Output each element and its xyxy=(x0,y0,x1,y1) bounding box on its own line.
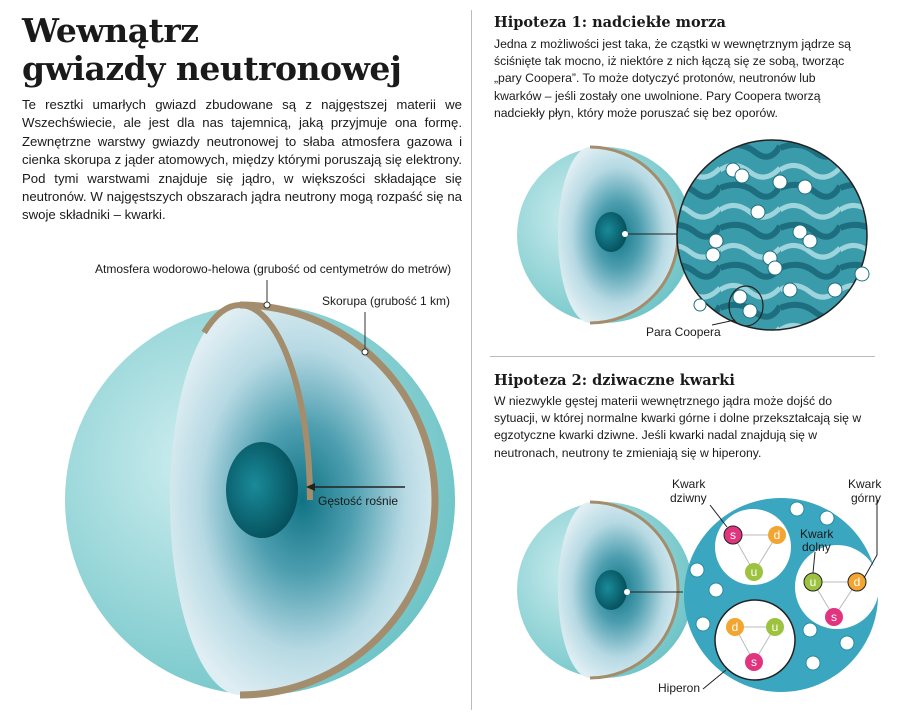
diagram-shape xyxy=(855,267,869,281)
diagram-shape xyxy=(706,248,720,262)
hyp2-heading: Hipoteza 2: dziwaczne kwarki xyxy=(494,372,735,389)
superfluid-bubble xyxy=(677,140,869,330)
label-text: u xyxy=(809,575,817,589)
diagram-shape xyxy=(735,169,749,183)
diagram-shape xyxy=(803,623,817,637)
strange-quark-label-2: dziwny xyxy=(670,491,707,505)
diagram-shape xyxy=(828,283,842,297)
density-label: Gęstość rośnie xyxy=(318,494,399,508)
down-quark-label-1: Kwark xyxy=(800,527,834,541)
atmosphere-label: Atmosfera wodorowo-helowa (grubość od centymetrów do metrów) xyxy=(95,262,452,276)
diagram-shape xyxy=(709,234,723,248)
intro-text: Te resztki umarłych gwiazd zbudowane są z najgęstszej materii we Wszechświecie, ale jest dla nas tajemnicą, jaką przyjmuje ona formę. Zewnętrzne warstwy gwiazdy neutronowej to słaba atmosfera gazowa i cienka skorupa z jąder atomowych, między którymi poruszają się elektrony. Pod tymi warstwami znajduje się jądro, w większości składające się neutronów. W najgęstszych obszarach jądra neutrony mogą rozpaść się na swoje składniki – kwarki. xyxy=(22,97,462,223)
label-text: d xyxy=(773,528,781,542)
diagram-shape xyxy=(783,283,797,297)
diagram-shape xyxy=(703,670,726,689)
diagram-shape xyxy=(595,570,627,610)
diagram-shape xyxy=(622,231,628,237)
hyp1-star xyxy=(517,147,693,323)
up-quark-label-2: górny xyxy=(851,491,882,505)
hyperon-label: Hiperon xyxy=(658,681,701,695)
title-line-2: gwiazdy neutronowej xyxy=(22,49,402,88)
label-text: d xyxy=(853,575,861,589)
hyp1-text: Jedna z możliwości jest taka, że cząstki w wewnętrznym jądrze są ściśnięte tak mocno, iż niektóre z nich łączą się ze sobą, tworząc „pary Coopera”. To może dotyczyć protonów, neutronów lub kwarków – jeśli zostały one uwolnione. Pary Coopera tworzą nadciekły płyn, który może poruszać się bez oporów. xyxy=(494,37,851,120)
label-text: s xyxy=(751,655,757,669)
up-quark-label-1: Kwark xyxy=(848,477,882,491)
diagram-shape xyxy=(694,299,706,311)
diagram-shape xyxy=(773,175,787,189)
diagram-shape xyxy=(709,583,723,597)
diagram-shape xyxy=(768,261,782,275)
diagram-shape xyxy=(595,212,627,252)
diagram-shape xyxy=(733,290,747,304)
label-text: s xyxy=(831,610,837,624)
diagram-shape xyxy=(677,140,867,330)
diagram-shape xyxy=(751,205,765,219)
label-text: u xyxy=(750,565,758,579)
diagram-shape xyxy=(624,589,630,595)
cooper-label: Para Coopera xyxy=(646,325,721,339)
diagram-shape xyxy=(362,349,368,355)
diagram-shape xyxy=(696,617,710,631)
hyp1-heading: Hipoteza 1: nadciekłe morza xyxy=(494,14,726,31)
strange-quark-label-1: Kwark xyxy=(672,477,706,491)
label-text: d xyxy=(731,620,739,634)
title-line-1: Wewnątrz xyxy=(22,11,199,50)
hyp2-text: W niezwykle gęstej materii wewnętrznego jądra może dojść do sytuacji, w której normalne kwarki górne i dolne przekształcają się w egzotyczne kwarki dziwne. Jeśli kwarki nadal znajdują się w neutronach, neutrony te zmieniają się w hiperony. xyxy=(494,394,862,460)
down-quark-label-2: dolny xyxy=(802,540,831,554)
diagram-shape xyxy=(806,656,820,670)
diagram-shape xyxy=(803,234,817,248)
diagram-shape xyxy=(798,180,812,194)
diagram-shape xyxy=(264,302,270,308)
diagram-shape xyxy=(840,636,854,650)
label-text: s xyxy=(730,528,736,542)
diagram-shape xyxy=(820,511,834,525)
crust-label: Skorupa (grubość 1 km) xyxy=(322,294,451,308)
core xyxy=(226,442,298,538)
diagram-shape xyxy=(790,502,804,516)
diagram-shape xyxy=(690,563,704,577)
diagram-shape xyxy=(743,304,757,318)
label-text: u xyxy=(771,620,779,634)
hyp2-star xyxy=(517,502,693,678)
quark-matter-bubble xyxy=(684,498,879,692)
